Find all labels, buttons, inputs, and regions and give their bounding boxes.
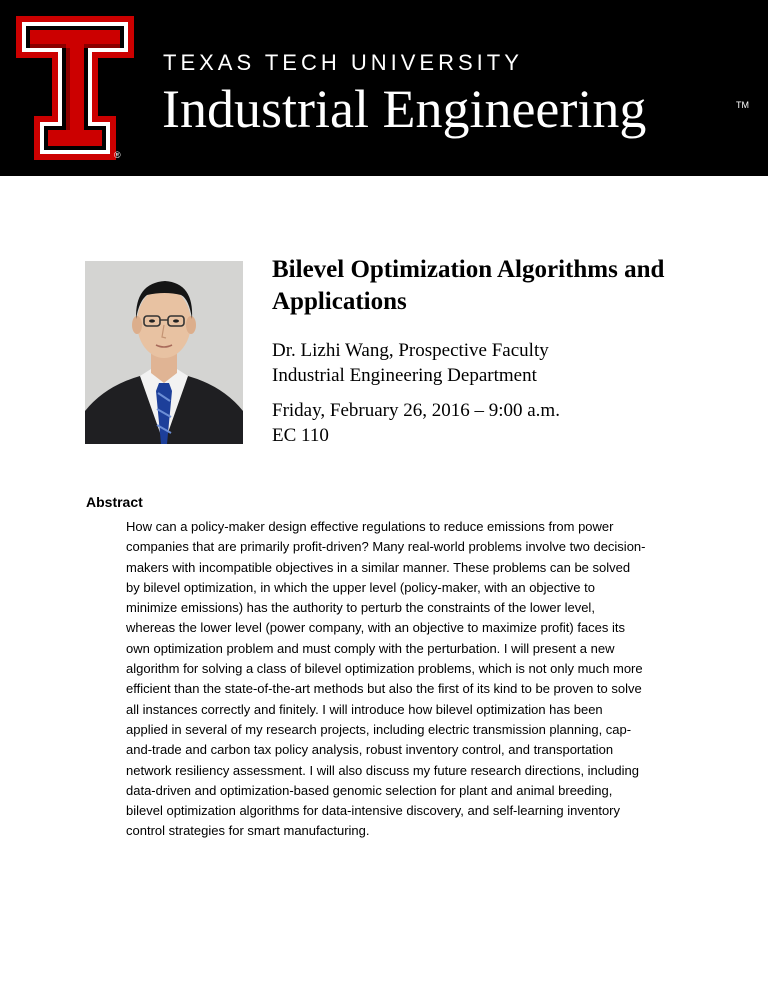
header-banner <box>0 0 768 176</box>
abstract-text: How can a policy-maker design effective regulations to reduce emissions from power companies that are primarily profit-driven? Many real-world problems involve two decision-makers with incompatible objectives in a similar manner. These problems can be solved by bilevel optimization, in which the upper level (policy-maker, with an objective to minimize emissions) has the authority to perturb the constraints of the lower level, whereas the lower level (power company, with an objective to maximize profit) faces its own optimization problem and must comply with the perturbation. I will present a new algorithm for solving a class of bilevel optimization problems, which is not only much more efficient than the state-of-the-art methods but also the first of its kind to be proven to solve all instances correctly and finitely. I will introduce how bilevel optimization has been applied in several of my research projects, including electric transmission planning, cap-and-trade and carbon tax policy analysis, robust inventory control, and transportation network resiliency assessment. I will also discuss my future research directions, including data-driven and optimization-based genomic selection for plant and animal breeding, bilevel optimization algorithms for data-intensive discovery, and self-learning inventory control strategies for smart manufacturing. <box>126 519 646 839</box>
double-t-logo-icon <box>12 12 138 164</box>
registered-mark: ® <box>114 150 121 160</box>
speaker-department: Industrial Engineering Department <box>272 365 537 386</box>
speaker-portrait-icon <box>85 261 243 444</box>
speaker-photo <box>85 261 243 444</box>
speaker-name: Dr. Lizhi Wang, Prospective Faculty <box>272 340 549 361</box>
department-name: Industrial Engineering <box>162 79 647 139</box>
event-location: EC 110 <box>272 425 329 446</box>
abstract-heading: Abstract <box>86 494 143 510</box>
trademark-mark: TM <box>736 100 749 110</box>
university-name: TEXAS TECH UNIVERSITY <box>163 50 523 75</box>
event-datetime: Friday, February 26, 2016 – 9:00 a.m. <box>272 400 560 421</box>
event-title: Bilevel Optimization Algorithms and Applications <box>272 256 665 315</box>
